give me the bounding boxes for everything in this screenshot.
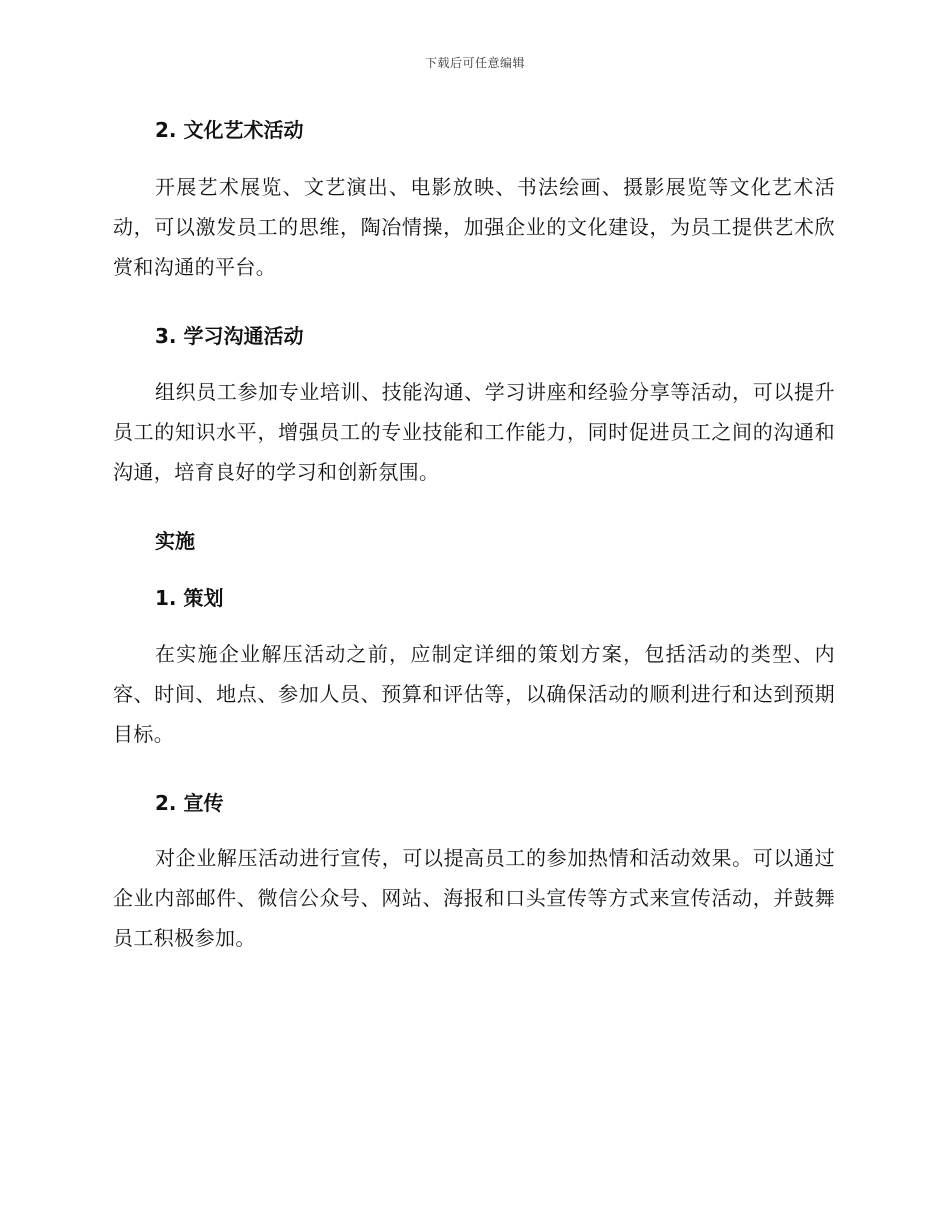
section-heading-cultural-arts: 2. 文化艺术活动 — [155, 118, 304, 142]
section-paragraph-cultural-arts: 开展艺术展览、文艺演出、电影放映、书法绘画、摄影展览等文化艺术活动，可以激发员工的思维，陶冶情操，加强企业的文化建设，为员工提供艺术欣赏和沟通的平台。 — [113, 175, 835, 279]
header-note: 下载后可任意编辑 — [424, 56, 525, 70]
section-paragraph-publicity: 对企业解压活动进行宣传，可以提高员工的参加热情和活动效果。可以通过企业内部邮件、微信公众号、网站、海报和口头宣传等方式来宣传活动，并鼓舞员工积极参加。 — [113, 846, 835, 950]
section-heading-planning: 1. 策划 — [155, 586, 224, 610]
section-paragraph-learning-communication: 组织员工参加专业培训、技能沟通、学习讲座和经验分享等活动，可以提升员工的知识水平，增强员工的专业技能和工作能力，同时促进员工之间的沟通和沟通，培育良好的学习和创新氛围。 — [113, 380, 835, 484]
section-heading-publicity: 2. 宣传 — [155, 791, 224, 815]
section-paragraph-planning: 在实施企业解压活动之前，应制定详细的策划方案，包括活动的类型、内容、时间、地点、参加人员、预算和评估等，以确保活动的顺利进行和达到预期目标。 — [113, 642, 835, 746]
section-heading-learning-communication: 3. 学习沟通活动 — [155, 324, 304, 348]
section-heading-implementation: 实施 — [155, 529, 195, 553]
